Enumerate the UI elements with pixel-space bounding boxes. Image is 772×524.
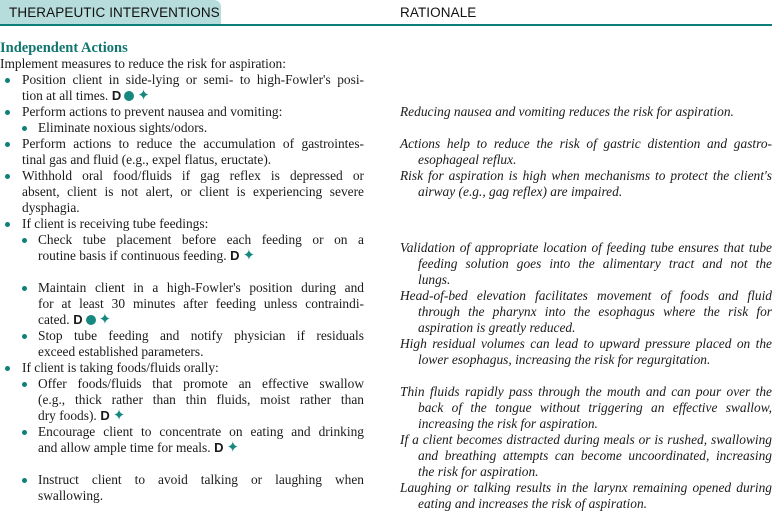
bullet (22, 382, 27, 387)
rationale-stop-feeding: lower esophagus, increasing the risk for regurgitation. (418, 352, 711, 367)
star-icon: ✦ (98, 312, 112, 328)
intervention-withhold: dysphagia. (22, 200, 80, 215)
rationale-avoid-talking: eating and increases the risk of aspiration. (418, 496, 647, 511)
rationale-high-fowler: through the pharynx into the esophagus where the risk for (418, 304, 772, 319)
rationale-high-fowler: Head-of-bed elevation facilitates movement of foods and fluid (400, 288, 772, 303)
bullet (5, 222, 10, 227)
intervention-check-tube: Check tube placement before each feeding or on a (38, 232, 364, 247)
intervention-nausea: Perform actions to prevent nausea and vomiting: (22, 104, 283, 119)
delegation-d-icon: D (226, 248, 240, 263)
bullet (5, 78, 10, 83)
delegation-d-icon: D (108, 88, 122, 103)
intervention-orally: If client is taking foods/fluids orally: (22, 360, 219, 375)
rationale-avoid-talking: Laughing or talking results in the larynx remaining opened during (400, 480, 772, 495)
intervention-check-tube: routine basis if continuous feeding. D ✦ (38, 248, 256, 264)
intervention-stop-feeding: Stop tube feeding and notify physician if residuals (38, 328, 364, 343)
rationale-offer-foods: back of the tongue without triggering an effective swallow, (418, 400, 772, 415)
rationale-gas: Actions help to reduce the risk of gastric distention and gastro- (400, 136, 772, 151)
bullet (5, 174, 10, 179)
star-icon: ✦ (226, 440, 240, 456)
rationale-concentrate: and breathing attempts can become uncoordinated, increasing (418, 448, 772, 463)
rationale-nausea: Reducing nausea and vomiting reduces the risk for aspiration. (400, 104, 734, 119)
intervention-gas: tinal gas and fluid (e.g., expel flatus, eructate). (22, 152, 272, 167)
intervention-high-fowler: Maintain client in a high-Fowler's position during and (38, 280, 364, 295)
intervention-position-client: Position client in side-lying or semi- to high-Fowler's posi- (22, 72, 364, 87)
rationale-high-fowler: aspiration is greatly reduced. (418, 320, 576, 335)
bullet (5, 366, 10, 371)
rationale-withhold: airway (e.g., gag reflex) are impaired. (418, 184, 623, 199)
intervention-concentrate: and allow ample time for meals. D ✦ (38, 440, 240, 456)
star-icon: ✦ (137, 88, 150, 104)
bullet (22, 334, 27, 339)
rationale-check-tube: feeding solution goes into the alimentary tract and not the (418, 256, 772, 271)
intervention-high-fowler: for at least 30 minutes after feeding unless contraindi- (38, 296, 364, 311)
rationale-gas: esophageal reflux. (418, 152, 517, 167)
star-icon: ✦ (242, 248, 256, 264)
rationale-check-tube: Validation of appropriate location of feeding tube ensures that tube (400, 240, 772, 255)
bullet (22, 126, 27, 131)
intervention-stop-feeding: exceed established parameters. (38, 344, 204, 359)
intervention-offer-foods: dry foods). D ✦ (38, 408, 126, 424)
circle-icon (86, 315, 96, 325)
table-header (0, 0, 772, 26)
bullet (22, 286, 27, 291)
column-header-rationale: RATIONALE (400, 5, 477, 20)
bullet (5, 110, 10, 115)
column-header-interventions: THERAPEUTIC INTERVENTIONS (9, 5, 220, 20)
intervention-offer-foods: Offer foods/fluids that promote an effective swallow (38, 376, 364, 391)
intervention-position-client: tion at all times. D ✦ (22, 88, 150, 104)
bullet (22, 238, 27, 243)
intervention-avoid-talking: swallowing. (38, 488, 104, 503)
delegation-d-icon: D (210, 440, 224, 455)
intervention-avoid-talking: Instruct client to avoid talking or laughing when (38, 472, 364, 487)
bullet (22, 478, 27, 483)
intervention-gas: Perform actions to reduce the accumulation of gastrointes- (22, 136, 364, 151)
rationale-concentrate: the risk for aspiration. (418, 464, 539, 479)
intervention-withhold: absent, client is not alert, or client is experiencing severe (22, 184, 364, 199)
intervention-high-fowler: cated. D ✦ (38, 312, 112, 328)
rationale-withhold: Risk for aspiration is high when mechanisms to protect the client's (400, 168, 772, 183)
rationale-offer-foods: Thin fluids rapidly pass through the mouth and can pour over the (400, 384, 772, 399)
intervention-offer-foods: (e.g., thick rather than thin fluids, moist rather than (38, 392, 364, 407)
intervention-tube-feedings: If client is receiving tube feedings: (22, 216, 209, 231)
rationale-check-tube: lungs. (418, 272, 451, 287)
intervention-concentrate: Encourage client to concentrate on eating and drinking (38, 424, 364, 439)
bullet (22, 430, 27, 435)
rationale-stop-feeding: High residual volumes can lead to upward pressure placed on the (400, 336, 772, 351)
section-title: Independent Actions (0, 40, 128, 56)
star-icon: ✦ (112, 408, 126, 424)
intervention-noxious: Eliminate noxious sights/odors. (38, 120, 208, 135)
delegation-d-icon: D (69, 312, 83, 327)
delegation-d-icon: D (96, 408, 110, 423)
rationale-concentrate: If a client becomes distracted during meals or is rushed, swallowing (400, 432, 772, 447)
bullet (5, 142, 10, 147)
intervention-withhold: Withhold oral food/fluids if gag reflex is depressed or (22, 168, 364, 183)
rationale-offer-foods: increasing the risk for aspiration. (418, 416, 598, 431)
header-rule (0, 24, 772, 26)
circle-icon (124, 91, 134, 101)
section-intro: Implement measures to reduce the risk for aspiration: (0, 56, 286, 71)
